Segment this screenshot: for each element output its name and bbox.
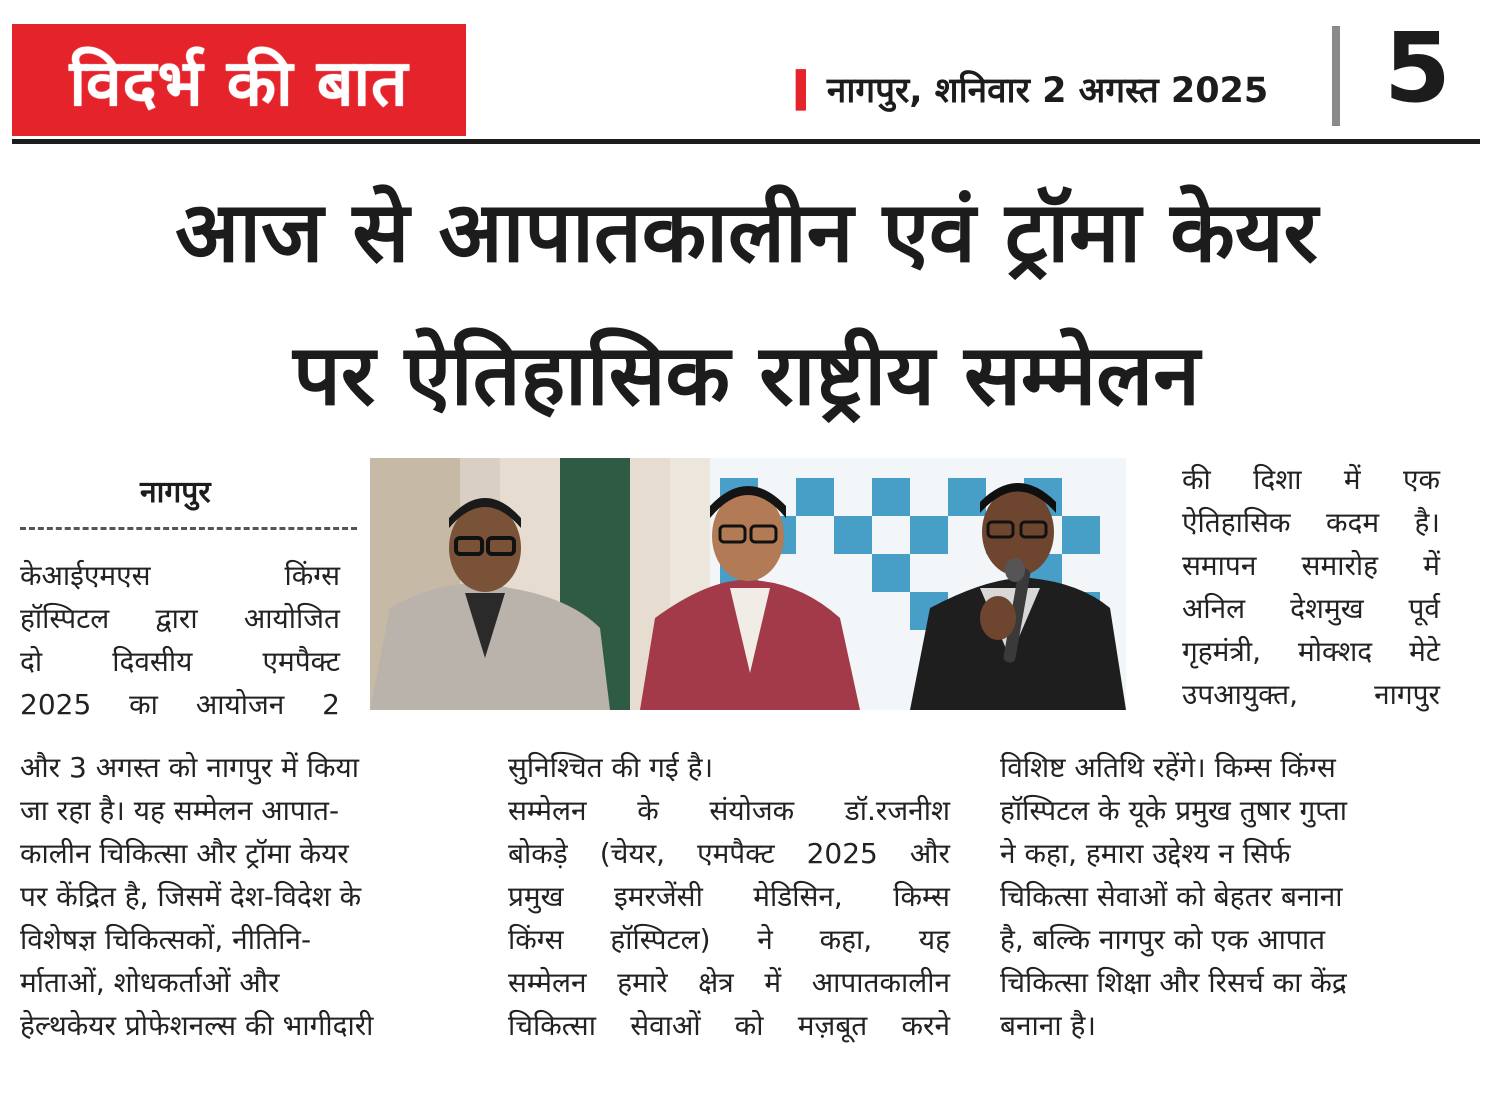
article-line: सम्मेलन हमारे क्षेत्र में आपातकालीन	[508, 966, 950, 999]
byline-location: नागपुर	[140, 475, 211, 510]
article-line: केआईएमएस किंग्स	[20, 559, 340, 592]
article-line: की दिशा में एक	[1182, 463, 1440, 496]
article-line: विशेषज्ञ चिकित्सकों, नीतिनि-	[20, 923, 312, 956]
article-line: चिकित्सा शिक्षा और रिसर्च का केंद्र	[1000, 966, 1347, 999]
article-line: 2025 का आयोजन 2	[20, 688, 340, 721]
article-line: चिकित्सा सेवाओं को मज़बूत करने	[508, 1009, 950, 1042]
article-line: कालीन चिकित्सा और ट्रॉमा केयर	[20, 837, 349, 870]
page-number-divider	[1332, 26, 1340, 126]
article-line: सम्मेलन के संयोजक डॉ.रजनीश	[508, 794, 950, 827]
article-line: बनाना है।	[1000, 1009, 1096, 1042]
masthead-logo	[12, 24, 466, 136]
press-conference-photo	[370, 458, 1126, 710]
article-line: सुनिश्चित की गई है।	[508, 751, 714, 784]
article-line: समापन समारोह में	[1182, 549, 1440, 582]
article-line: हॉस्पिटल के यूके प्रमुख तुषार गुप्ता	[1000, 794, 1348, 827]
article-line: विशिष्ट अतिथि रहेंगे। किम्स किंग्स	[1000, 751, 1336, 784]
article-line: गृहमंत्री, मोक्शद मेटे	[1182, 635, 1440, 668]
article-col3-bottom	[1000, 746, 1440, 1047]
article-line: है, बल्कि नागपुर को एक आपात	[1000, 923, 1326, 956]
article-line: हेल्थकेयर प्रोफेशनल्स की भागीदारी	[20, 1009, 374, 1042]
article-line: पर केंद्रित है, जिसमें देश-विदेश के	[20, 880, 362, 913]
article-line: ऐतिहासिक कदम है।	[1182, 506, 1440, 539]
article-col1-top	[20, 554, 340, 726]
article-line: और 3 अगस्त को नागपुर में किया	[20, 751, 359, 784]
article-line: प्रमुख इमरजेंसी मेडिसिन, किम्स	[508, 880, 950, 913]
article-line: हॉस्पिटल द्वारा आयोजित	[20, 602, 340, 635]
dateline	[796, 66, 1268, 113]
article-line: बोकड़े (चेयर, एमपैक्ट 2025 और	[508, 837, 950, 870]
article-line: अनिल देशमुख पूर्व	[1182, 592, 1440, 625]
masthead-logo-text: विदर्भ की बात	[69, 46, 409, 121]
dateline-marker-icon: ▍	[796, 71, 823, 111]
article-line: उपआयुक्त, नागपुर	[1182, 678, 1440, 711]
dateline-text: नागपुर, शनिवार 2 अगस्त 2025	[826, 71, 1269, 111]
article-col2	[508, 746, 950, 1047]
headline-line-1: आज से आपातकालीन एवं ट्रॉमा केयर	[175, 183, 1318, 281]
page-number: 5	[1384, 12, 1451, 124]
article-line: ने कहा, हमारा उद्देश्य न सिर्फ	[1000, 837, 1291, 870]
article-line: जा रहा है। यह सम्मेलन आपात-	[20, 794, 340, 827]
article-line: किंग्स हॉस्पिटल) ने कहा, यह	[508, 923, 950, 956]
article-line: चिकित्सा सेवाओं को बेहतर बनाना	[1000, 880, 1343, 913]
headline-line-2: पर ऐतिहासिक राष्ट्रीय सम्मेलन	[293, 326, 1200, 424]
article-line: र्माताओं, शोधकर्ताओं और	[20, 966, 280, 999]
masthead-rule	[12, 139, 1480, 144]
article-col3-top	[1182, 458, 1440, 716]
article-col1-bottom	[20, 746, 460, 1047]
article-line: दो दिवसीय एमपैक्ट	[20, 645, 340, 678]
byline-divider	[20, 527, 357, 530]
